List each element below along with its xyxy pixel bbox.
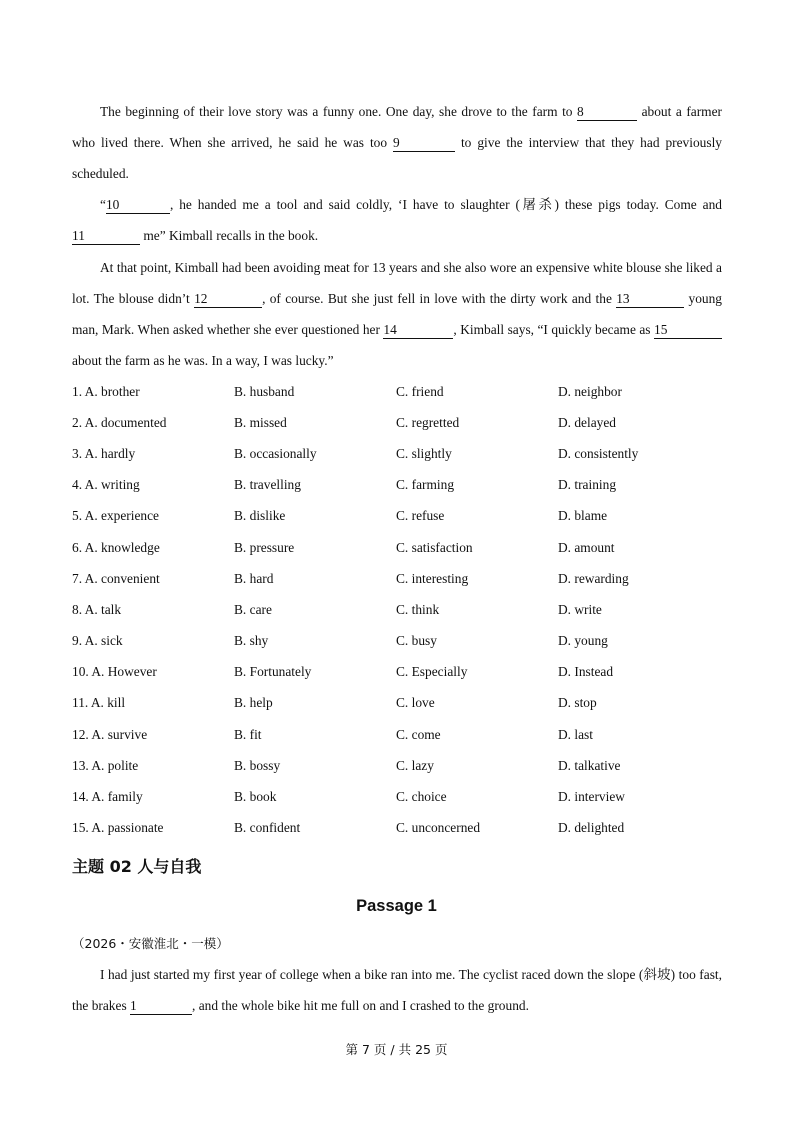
- option-row: [72, 563, 722, 594]
- option-b: B. dislike: [234, 508, 286, 524]
- option-b: B. fit: [234, 726, 262, 742]
- blank-11: 11: [72, 227, 140, 245]
- option-d: D. blame: [558, 508, 608, 524]
- options-table: [72, 376, 722, 844]
- option-a: 8. A. talk: [72, 601, 122, 617]
- option-c: C. think: [396, 601, 440, 617]
- paragraph-text: about a farmer who lived there. When she arrived, he said he was too: [72, 104, 723, 150]
- option-b: B. bossy: [234, 757, 281, 773]
- option-d: D. young: [558, 633, 608, 649]
- paragraph-2: [72, 189, 722, 251]
- option-a: 7. A. convenient: [72, 570, 160, 586]
- blank-9: 9: [393, 134, 455, 152]
- option-b: B. help: [234, 695, 273, 711]
- option-row: [72, 532, 722, 563]
- option-row: [72, 813, 722, 844]
- option-c: C. love: [396, 695, 435, 711]
- option-d: D. last: [558, 726, 593, 742]
- paragraph-text: I had just started my first year of college when a bike ran into me. The cyclist raced down the slope (斜坡) too fast, the brakes: [72, 967, 722, 1013]
- option-row: [72, 501, 722, 532]
- option-b: B. book: [234, 789, 277, 805]
- option-c: C. satisfaction: [396, 539, 473, 555]
- option-d: D. Instead: [558, 664, 614, 680]
- option-c: C. come: [396, 726, 441, 742]
- option-a: 6. A. knowledge: [72, 539, 160, 555]
- paragraph-1: [72, 96, 722, 189]
- option-d: D. delighted: [558, 820, 625, 836]
- option-d: D. delayed: [558, 414, 617, 430]
- option-a: 15. A. passionate: [72, 820, 164, 836]
- option-a: 13. A. polite: [72, 757, 139, 773]
- passage-1-paragraph: [72, 959, 722, 1021]
- option-a: 2. A. documented: [72, 414, 167, 430]
- option-b: B. hard: [234, 570, 274, 586]
- option-b: B. care: [234, 601, 272, 617]
- option-row: [72, 376, 722, 407]
- paragraph-text: , Kimball says, “I quickly became as: [453, 322, 654, 337]
- option-row: [72, 407, 722, 438]
- quote-mark: “: [100, 197, 106, 212]
- blank-10: 10: [106, 196, 170, 214]
- paragraph-text: , and the whole bike hit me full on and I crashed to the ground.: [192, 998, 529, 1013]
- blank-14: 14: [383, 321, 453, 339]
- option-a: 4. A. writing: [72, 477, 140, 493]
- option-d: D. talkative: [558, 757, 621, 773]
- option-row: [72, 626, 722, 657]
- option-c: C. farming: [396, 477, 455, 493]
- option-b: B. husband: [234, 383, 295, 399]
- option-a: 3. A. hardly: [72, 445, 136, 461]
- source-label: （2026・安徽淮北・一模）: [72, 936, 229, 951]
- paragraph-text: to give the interview that they had previously scheduled.: [72, 135, 722, 181]
- blank-12: 12: [194, 290, 262, 308]
- option-c: C. choice: [396, 789, 447, 805]
- option-c: C. busy: [396, 633, 437, 649]
- paragraph-text: young man, Mark. When asked whether she ever questioned her: [72, 291, 723, 337]
- option-a: 10. A. However: [72, 664, 157, 680]
- page-footer: 第 7 页 / 共 25 页: [345, 1042, 448, 1057]
- option-b: B. travelling: [234, 477, 301, 493]
- option-c: C. regretted: [396, 414, 460, 430]
- paragraph-3: [72, 252, 722, 376]
- option-b: B. Fortunately: [234, 664, 312, 680]
- option-b: B. confident: [234, 820, 301, 836]
- blank-15: 15: [654, 321, 722, 339]
- option-b: B. missed: [234, 414, 287, 430]
- option-d: D. interview: [558, 789, 625, 805]
- option-row: [72, 594, 722, 625]
- option-b: B. occasionally: [234, 445, 317, 461]
- option-row: [72, 438, 722, 469]
- option-d: D. write: [558, 601, 602, 617]
- paragraph-text: about the farm as he was. In a way, I was lucky.”: [72, 353, 334, 368]
- passage-title: Passage 1: [356, 897, 437, 915]
- option-c: C. slightly: [396, 445, 452, 461]
- option-b: B. pressure: [234, 539, 295, 555]
- option-row: [72, 719, 722, 750]
- option-d: D. stop: [558, 695, 597, 711]
- paragraph-text: , of course. But she just fell in love with the dirty work and the: [262, 291, 617, 306]
- option-row: [72, 688, 722, 719]
- option-d: D. neighbor: [558, 383, 622, 399]
- option-d: D. consistently: [558, 445, 639, 461]
- option-c: C. interesting: [396, 570, 469, 586]
- option-c: C. unconcerned: [396, 820, 481, 836]
- option-a: 1. A. brother: [72, 383, 140, 399]
- section-title: 主题 02 人与自我: [72, 857, 202, 876]
- option-a: 5. A. experience: [72, 508, 159, 524]
- option-row: [72, 470, 722, 501]
- blank-8: 8: [577, 103, 637, 121]
- paragraph-text: , he handed me a tool and said coldly, ‘I have to slaughter (屠杀) these pigs today. Come and: [169, 197, 722, 212]
- option-d: D. amount: [558, 539, 615, 555]
- option-c: C. lazy: [396, 757, 434, 773]
- option-c: C. refuse: [396, 508, 445, 524]
- paragraph-text: me” Kimball recalls in the book.: [140, 228, 319, 243]
- option-row: [72, 781, 722, 812]
- option-c: C. Especially: [396, 664, 468, 680]
- option-a: 14. A. family: [72, 789, 143, 805]
- option-a: 11. A. kill: [72, 695, 126, 711]
- option-a: 9. A. sick: [72, 633, 123, 649]
- option-b: B. shy: [234, 633, 269, 649]
- option-row: [72, 750, 722, 781]
- option-c: C. friend: [396, 383, 444, 399]
- blank-1: 1: [130, 997, 192, 1015]
- option-d: D. rewarding: [558, 570, 629, 586]
- option-row: [72, 657, 722, 688]
- option-a: 12. A. survive: [72, 726, 148, 742]
- paragraph-text: At that point, Kimball had been avoiding meat for 13 years and she also wore an expensive white blouse she liked a lot. The blouse didn’t: [72, 260, 722, 306]
- paragraph-text: The beginning of their love story was a funny one. One day, she drove to the farm to: [100, 104, 578, 119]
- blank-13: 13: [616, 290, 684, 308]
- option-d: D. training: [558, 477, 617, 493]
